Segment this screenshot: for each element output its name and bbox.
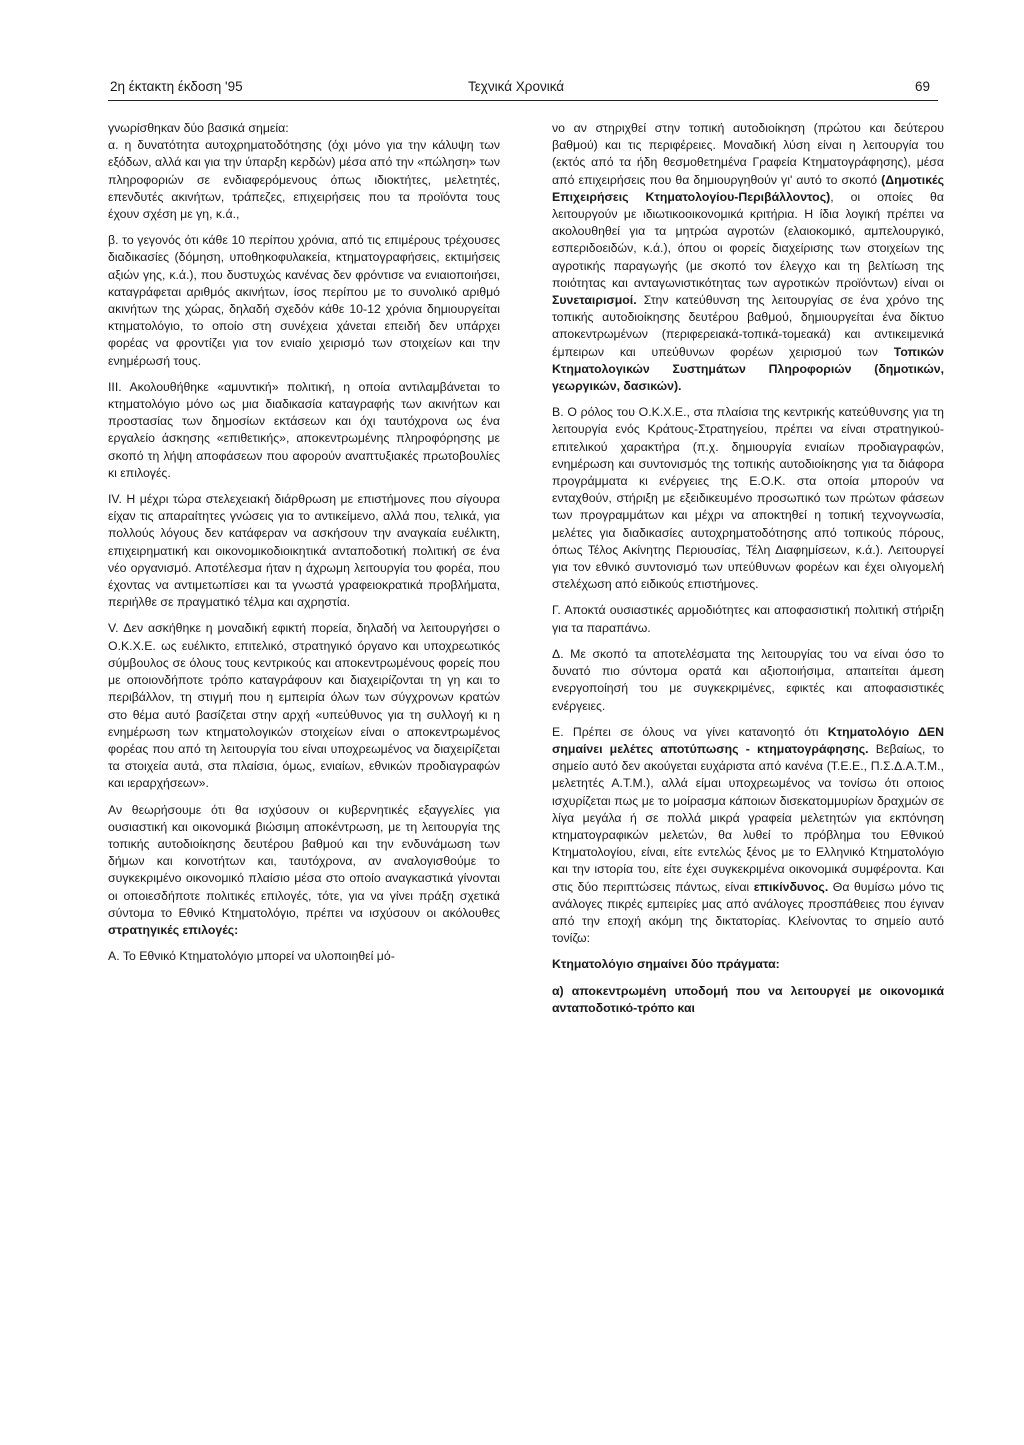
strategy-paragraph [108, 802, 500, 940]
means-a-text: α) αποκεντρωμένη υποδομή που να λειτουργεί με οικονομικά ανταποδοτικό-τρόπο και [552, 983, 944, 1015]
e-bold-2: επικίνδυνος. [753, 879, 829, 894]
point-a-continued [552, 120, 944, 395]
e-end: Θα θυμίσω μόνο τις ανάλογες πικρές εμπειρίες μας από ανάλογες προσπάθειες που έγιναν από την εποχή ακόμη της δικτατορίας. Κλείνοντας το σημείο αυτό τονίζω: [552, 879, 944, 946]
e-start: Ε. Πρέπει σε όλους να γίνει κατανοητό ότι [552, 724, 819, 739]
left-column [108, 120, 500, 974]
point-b: Β. Ο ρόλος του Ο.Κ.Χ.Ε., στα πλαίσια της κεντρικής κατεύθυνσης για τη λειτουργία ενός Κράτους-Στρατηγείου, πρέπει να είναι στρατηγικού-επιτελικού χαρακτήρα (π.χ. δημιουργία ενιαίων προδιαγραφών, ενημέρωση και συντονισμός της τοπικής αυτοδιοίκησης για τα διάφορα προγράμματα κι ενέργειες της Ε.Ο.Κ. στα οποία μπορούν να ενταχθούν, στήριξη με εξειδικευμένο προσωπικό των πρώτων φάσεων των προγραμμάτων και μέχρι να αποκτηθεί η τοπική τεχνογνωσία, μελέτες για διαδικασίες αυτοχρηματοδότησης από τοπικούς πόρους, όπως Τέλος Ακίνητης Περιουσίας, Τέλη Διαφημίσεων, κ.ά.). Λειτουργεί για τον εθνικό συντονισμό των υπεύθυνων φορέων και έχει ολιγομελή στελέχωση από ειδικούς επιστήμονες. [552, 405, 944, 592]
means-a [552, 983, 944, 1017]
means-heading [552, 956, 944, 973]
page-number: 69 [914, 79, 930, 94]
point-iii: ΙΙΙ. Ακολουθήθηκε «αμυντική» πολιτική, η οποία αντιλαμβάνεται το κτηματολόγιο μόνο ως μια διαδικασία καταγραφής των ακινήτων και προστασίας των δημοσίων εκτάσεων και όχι ταυτόχρονα ως ένα εργαλείο άσκησης «επιθετικής», αποκεντρωμένης πληροφόρησης με σκοπό τη λήψη αποφάσεων που αφορούν αναπτυξιακές πρωτοβουλίες κι επιλογές. [108, 379, 500, 480]
a-cont-2: , οι οποίες θα λειτουργούν με ιδιωτικοοικονομικά κριτήρια. Η ίδια λογική πρέπει να ακολουθηθεί για τα μητρώα αγροτών (ελαιοκομικό, αμπελουργικό, εσπεριδοειδών, κ.ά.), όπου οι φορείς διαχείρισης των στοιχείων της αγροτικής παραγωγής (με σκοπό τον έλεγχο και τη βελτίωση της ποιότητας και ανταγωνιστικότητας των αγροτικών προϊόντων) είναι οι [552, 189, 944, 290]
point-e [552, 724, 944, 948]
point-alpha: α. η δυνατότητα αυτοχρηματοδότησης (όχι μόνο για την κάλυψη των εξόδων, αλλά και για την ύπαρξη κερδών) μέσα από την «πώληση» των πληροφοριών σε ενδιαφερόμενους όπως ιδιοκτήτες, μελετητές, επενδυτές ακινήτων, τράπεζες, επιχειρήσεις που τα προϊόντα τους έχουν σχέση με γη, κ.ά., [108, 138, 500, 222]
e-bold-1: Κτηματολόγιο ΔΕΝ σημαίνει μελέτες αποτύπωσης - κτηματογράφησης. [552, 724, 944, 756]
point-iv: ΙV. Η μέχρι τώρα στελεχειακή διάρθρωση με επιστήμονες που σίγουρα είχαν τις απαραίτητες γνώσεις για το αντικείμενο, αλλά που, τελικά, για πολλούς λόγους δεν κατάφεραν να ασκήσουν την αναγκαία ευέλικτη, επιχειρηματική και οικονομικοδιοικητικά ανταποδοτική πολιτική σε ένα νέο οργανισμό. Αποτέλεσμα ήταν η άχρωμη λειτουργία του φορέα, που έχοντας να αντιμετωπίσει και τα γνωστά γραφειοκρατικά προβλήματα, περιήλθε σε πραγματικό τέλμα και αχρηστία. [108, 492, 500, 610]
running-header [108, 76, 938, 101]
point-c: Γ. Αποκτά ουσιαστικές αρμοδιότητες και αποφασιστική πολιτική στήριξη για τα παραπάνω. [552, 603, 944, 635]
journal-title: Τεχνικά Χρονικά [468, 79, 565, 94]
edition-label: 2η έκτακτη έκδοση '95 [110, 79, 243, 94]
point-v: V. Δεν ασκήθηκε η μοναδική εφικτή πορεία, δηλαδή να λειτουργήσει ο Ο.Κ.Χ.Ε. ως ευέλικτο, επιτελικό, στρατηγικό όργανο και υποχρεωτικός σύμβουλος σε όλους τους κεντρικούς και αποκεντρωμένους φορείς που με οποιονδήποτε τρόπο καταγράφουν και διαχειρίζονται τη γη και το περιβάλλον, τη στιγμή που η εμπειρία όλων των σύγχρονων κρατών στο θέμα αυτό βασίζεται στην αρχή «υπεύθυνος για τη συλλογή κι η ενημέρωση των κτηματολογικών στοιχείων είναι ο αποκεντρωμένος φορέας που από τη λειτουργία του είναι υποχρεωμένος να διαχειρίζεται τα στοιχεία αυτά, στα πλαίσια, όμως, ενιαίων, εθνικών προδιαγραφών και ιεραρχήσεων». [108, 621, 500, 791]
intro-paragraph: γνωρίσθηκαν δύο βασικά σημεία: [108, 121, 289, 135]
a-bold-1: (Δημοτικές Επιχειρήσεις Κτηματολογίου-Περιβάλλοντος) [552, 172, 944, 204]
a-cont-3: Στην κατεύθυνση της λειτουργίας σε ένα χρόνο της τοπικής αυτοδιοίκησης δευτέρου βαθμού, δημιουργείται ένα δίκτυο αποκεντρωμένων (περιφερειακά-τοπικά-τομεακά) και αντικειμενικά έμπειρων και υπεύθυνων φορέων χειρισμού των [552, 293, 944, 359]
e-cont: Βεβαίως, το σημείο αυτό δεν ακούγεται ευχάριστα από κανένα (Τ.Ε.Ε., Π.Σ.Δ.Α.Τ.Μ., μελετητές Α.Τ.Μ.), αλλά είμαι υποχρεωμένος να τονίσω ότι οποιος ισχυρίζεται πως με το μοίρασμα κάποιων δισεκατομμυρίων δραχμών σε λίγα μεγάλα ή σε πολλά μικρά γραφεία μελετητών για εκπόνηση κτηματογραφικών μελετών, θα λυθεί το πρόβλημα του Εθνικού Κτηματολογίου, είναι, είτε εντελώς ξένος με το Ελληνικό Κτηματολόγιο και την ιστορία του, είτε έχει συγκεκριμένα οικονομικά συμφέροντα. Και στις δύο περιπτώσεις πάντως, είναι [552, 741, 944, 894]
a-cont-1: νο αν στηριχθεί στην τοπική αυτοδιοίκηση (πρώτου και δεύτερου βαθμού) και τις περιφέρειες. Μοναδική λύση είναι η λειτουργία του (εκτός από τα ήδη θεσμοθετημένα Γραφεία Κτηματογράφησης), μέσα από επιχειρήσεις που θα δημιουργηθούν γι' αυτό το σκοπό [552, 121, 944, 187]
a-bold-3: Τοπικών Κτηματολογικών Συστημάτων Πληροφοριών (δημοτικών, γεωργικών, δασικών). [552, 344, 944, 394]
right-column [552, 120, 944, 1026]
a-bold-2: Συνεταιρισμοί. [552, 293, 637, 308]
point-d: Δ. Με σκοπό τα αποτελέσματα της λειτουργίας του να είναι όσο το δυνατό πιο σύντομα ορατά και αξιοποιήσιμα, απαιτείται άμεση ενεργοποίησή του με συγκεκριμένες, εφικτές και αποφασιστικές ενέργειες. [552, 646, 944, 713]
point-a-start: Α. Το Εθνικό Κτηματολόγιο μπορεί να υλοποιηθεί μό- [108, 949, 395, 964]
point-beta: β. το γεγονός ότι κάθε 10 περίπου χρόνια, από τις επιμέρους τρέχουσες διαδικασίες (δόμηση, υποθηκοφυλακεία, κτηματογραφήσεις, εκτιμήσεις αξιών γης, κ.ά.), που δυστυχώς κανένας δεν φρόντισε να ενιαιοποιήσει, καταγράφεται αριθμός ακινήτων, ίσος περίπου με το συνολικό αριθμό ακινήτων της χώρας, δηλαδή σχεδόν κάθε 10-12 χρόνια δημιουργείται κτηματολόγιο, το οποίο στη συνέχεια χάνεται επειδή δεν υπάρχει φορέας να φροντίζει για τον ενιαίο χειρισμό των στοιχείων και την ενημέρωσή τους. [108, 233, 500, 368]
strategy-bold: στρατηγικές επιλογές: [108, 922, 239, 937]
strategy-text: Αν θεωρήσουμε ότι θα ισχύσουν οι κυβερνητικές εξαγγελίες για ουσιαστική και οικονομικά βιώσιμη αποκέντρωση, με τη λειτουργία της τοπικής αυτοδιοίκησης δευτέρου βαθμού και την ενδυνάμωση των δήμων και κοινοτήτων και, ταυτόχρονα, αν αναλογισθούμε το συγκεκριμένο οικονομικό πλαίσιο μέσα στο οποίο αναγκαστικά γίνονται οι οποιεσδήποτε πολιτικές επιλογές, τότε, για να γίνει πράξη σχετικά σύντομα το Εθνικό Κτηματολόγιο, πρέπει να ισχύσουν οι ακόλουθες [108, 802, 500, 920]
means-heading-text: Κτηματολόγιο σημαίνει δύο πράγματα: [552, 957, 780, 972]
